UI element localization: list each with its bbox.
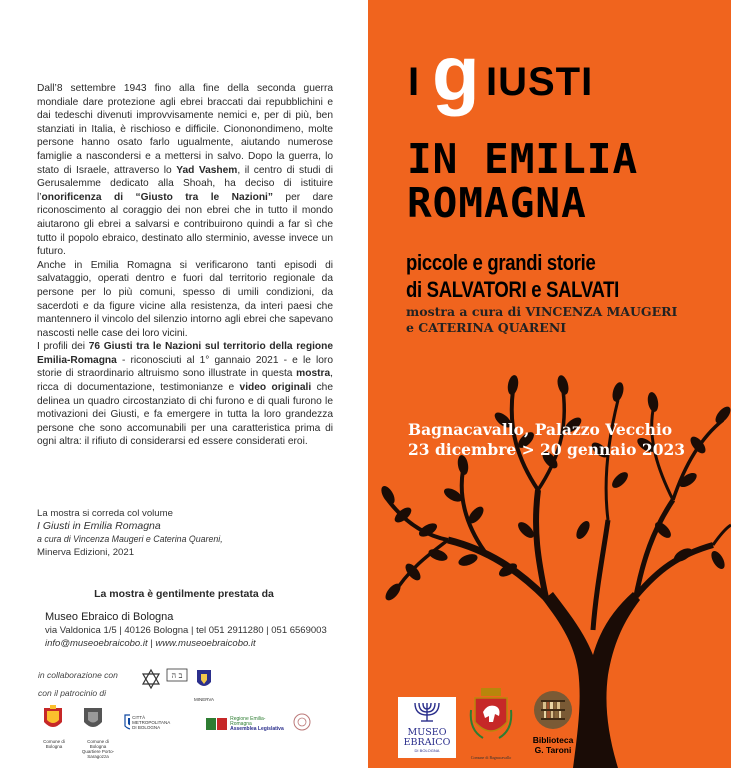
bagnacavallo-text: Comune di Bagnacavallo — [470, 755, 512, 760]
museo-ebraico-logo — [398, 697, 456, 758]
volume-intro: La mostra si corredа col volume — [37, 508, 173, 519]
museum-name: Museo Ebraico di Bologna — [45, 611, 174, 623]
museo-text: MUSEO — [407, 727, 447, 738]
subtitle-2: di SALVATORI e SALVATI — [406, 277, 620, 302]
comune-bologna-logo — [40, 704, 68, 749]
bologna-crest-icon — [40, 704, 66, 734]
intro-bold-run: mostra — [296, 368, 331, 380]
exhibition-dates: 23 dicembre > 20 gennaio 2023 — [408, 440, 686, 459]
volume-publisher: Minerva Edizioni, 2021 — [37, 547, 135, 558]
title-letter-i: I — [408, 60, 421, 104]
biblioteca-logo — [528, 690, 578, 755]
svg-text:ב ה: ב ה — [171, 671, 183, 680]
intro-run: Dall’8 settembre 1943 fino alla fine della seconda guerra mondiale dare protezione agli ebrei braccati dai repubblichini e dai tedeschi divenuti improvvisamente nemici e, per di più, ben stanziati in Italia, è rischioso e difficile. Ciononondimeno, molte persone hanno osato farlo ugualmente, aiutando numerose famiglie a nascondersi e a mettersi in salvo. Dopo la guerra, lo stato di Israele, attraverso lo — [37, 83, 333, 176]
intro-paragraph — [37, 340, 333, 449]
title-romagna: ROMAGNA — [407, 179, 587, 227]
curated-line-1: mostra a cura di VINCENZA MAUGERI — [406, 304, 678, 319]
intro-run: Anche in Emilia Romagna si verificarono tanti episodi di salvataggio, operati dentro e fuori dal territorio regionale da persone per lo più comuni, spesso di umili condizioni, da sacerdoti e da figure vicine alla resistenza, da interi paesi che mantennero il vincolo del silenzio intorno agli ebrei che sapevano nascosti nelle case dei loro vicini. — [37, 259, 333, 339]
museum-address: via Valdonica 1/5 | 40126 Bologna | tel 051 2911280 | 051 6569003 — [45, 625, 327, 636]
regione-logo — [205, 716, 285, 732]
minerva-icon — [193, 668, 215, 692]
intro-run: - riconosciuti al 1° gannaio 2021 - e le loro storie di straordinario altruismo sono illustrate in questa — [37, 354, 333, 380]
curated-line-2: e CATERINA QUARENI — [406, 320, 567, 335]
museum-web: info@museoebraicobo.it | www.museoebraicobo.it — [45, 638, 256, 649]
minerva-logo — [192, 668, 216, 702]
subtitle-1: piccole e grandi storie — [406, 250, 596, 275]
volume-title: I Giusti in Emilia Romagna — [37, 520, 161, 532]
citta-metro-logo — [122, 712, 170, 732]
bookshelf-icon — [533, 690, 573, 730]
venue: Bagnacavallo, Palazzo Vecchio — [408, 420, 673, 439]
quartiere-text: Comune di Bologna Quartiere Porto-Saragozza — [81, 739, 115, 759]
menorah-icon — [407, 697, 447, 723]
biblioteca-text: Biblioteca — [532, 735, 574, 745]
comune-bagnacavallo-logo — [465, 686, 517, 758]
citta-metro-text: CITTÀ METROPOLITANA DI BOLOGNA — [132, 714, 171, 730]
bagnacavallo-crest-icon — [465, 686, 517, 750]
intro-bold-run: Yad Vashem — [176, 164, 238, 176]
intro-bold-run: video originali — [239, 382, 312, 394]
intro-run: I profili dei — [37, 341, 89, 353]
collab-label: in collaborazione con — [38, 670, 118, 680]
hebrew-logo — [166, 668, 188, 682]
title-iusti: IUSTI — [486, 60, 594, 104]
intro-paragraph — [37, 259, 333, 341]
patron-label: con il patrocinio di — [38, 688, 107, 698]
intro-bold-run: onorificenza di “Giusto tra le Nazioni” — [41, 191, 273, 203]
intro-text — [37, 82, 333, 449]
volume-info — [37, 507, 337, 559]
assemblea-text: Assemblea Legislativa — [230, 725, 284, 732]
intro-bold-run: 76 Giusti tra le Nazioni sul territorio della regione Emilia-Romagna — [37, 341, 334, 366]
taroni-text: G. Taroni — [534, 745, 572, 755]
star-of-david-logo — [140, 668, 162, 690]
ebraico-text: EBRAICO — [403, 737, 451, 748]
minerva-text: MINERVA — [193, 697, 215, 702]
intro-run: per dare riconoscimento al coraggio dei non ebrei che in tutto il mondo aiutarono gli ebrei a salvarsi e contribuirono quindi a far sì che tutto il popolo ebraico, destinato allo sterminio, avesse invece un futuro. — [37, 191, 333, 258]
intro-run: che delinea un quadro circostanziato di chi furono e di quali furono le motivazioni dei Giusti, e fa emergere in tutta la loro grandezza persone che sono accomunabili per una caratteristica prima di ogni altra: il rifiuto di considerarsi ed essere considerati eroi. — [37, 382, 334, 448]
museum-contact — [45, 611, 355, 650]
intro-run: , il centro di studi di Gerusalemme dedicato alla Shoah, ha deciso di istituire l’ — [37, 164, 333, 203]
citta-metro-icon — [122, 712, 130, 732]
seal-icon — [292, 712, 312, 732]
title-letter-g: g — [432, 29, 480, 117]
lent-by-heading: La mostra è gentilmente prestata da — [94, 588, 274, 600]
quartiere-crest-icon — [80, 704, 106, 734]
regione-text: Regione Emilia-Romagna — [230, 715, 266, 727]
comune-bologna-text: Comune di Bologna — [43, 739, 65, 749]
regione-icon — [205, 716, 228, 732]
title-in-emilia: IN EMILIA — [407, 135, 639, 183]
volume-editors: a cura di Vincenza Maugeri e Caterina Quareni, — [37, 534, 223, 544]
intro-paragraph — [37, 82, 333, 259]
di-bologna-text: DI BOLOGNA — [414, 748, 440, 753]
intro-run: , ricca di documentazione, testimonianze e — [37, 368, 333, 394]
quartiere-logo — [80, 704, 116, 759]
